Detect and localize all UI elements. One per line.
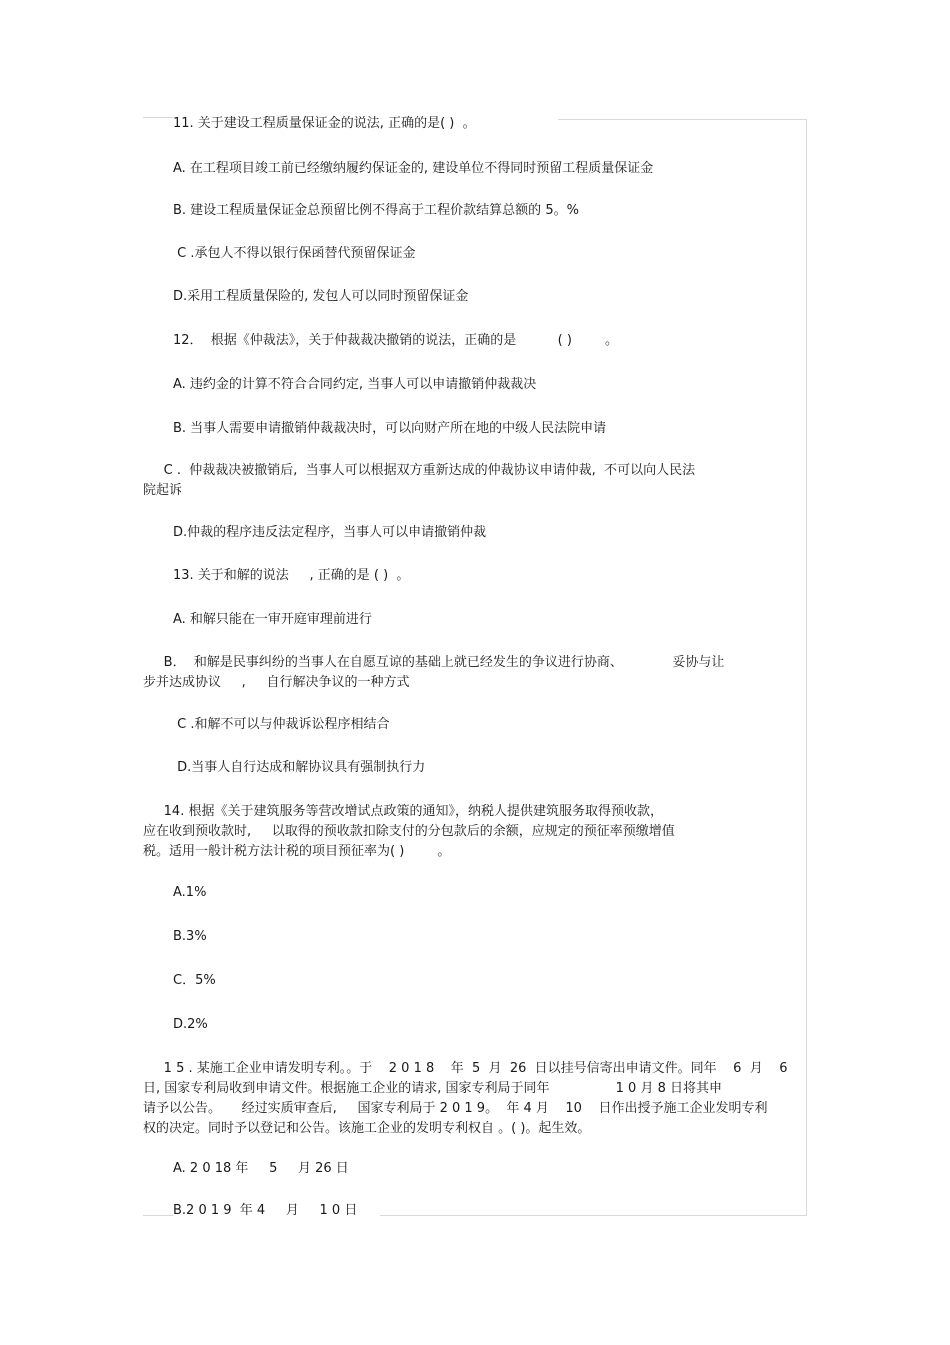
question-13-stem: 13. 关于和解的说法 , 正确的是 ( ) 。	[173, 568, 410, 583]
question-11-option-d: D.采用工程质量保险的, 发包人可以同时预留保证金	[173, 289, 469, 304]
question-13-option-b-line-2: 步并达成协议 , 自行解决争议的一种方式	[143, 675, 410, 690]
question-13-option-d: D.当事人自行达成和解协议具有强制执行力	[173, 760, 426, 775]
frame-bottom-right-line	[380, 1215, 807, 1216]
question-14-option-d: D.2%	[173, 1017, 208, 1032]
frame-top-right-line	[558, 119, 807, 120]
question-11-option-c: C .承包人不得以银行保函替代预留保证金	[173, 246, 416, 261]
question-13-option-a: A. 和解只能在一审开庭审理前进行	[173, 612, 372, 627]
question-15-option-b: B.2 0 1 9 年 4 月 1 0 日	[173, 1203, 358, 1218]
question-15-stem-line-4: 权的决定。同时予以登记和公告。该施工企业的发明专利权自 。( )。起生效。	[143, 1121, 591, 1136]
question-11-option-b: B. 建设工程质量保证金总预留比例不得高于工程价款结算总额的 5。%	[173, 203, 579, 218]
question-13-option-c: C .和解不可以与仲裁诉讼程序相结合	[173, 717, 390, 732]
question-12-option-a: A. 违约金的计算不符合合同约定, 当事人可以申请撤销仲裁裁决	[173, 377, 537, 392]
question-14-stem-line-1: 14. 根据《关于建筑服务等营改增试点政策的通知》，纳税人提供建筑服务取得预收款，	[143, 804, 663, 819]
question-15-stem-line-2: 日, 国家专利局收到申请文件。根据施工企业的请求, 国家专利局于同年 1 0 月 8 日将其申	[143, 1081, 722, 1096]
question-11-option-a: A. 在工程项目竣工前已经缴纳履约保证金的, 建设单位不得同时预留工程质量保证金	[173, 161, 654, 176]
question-12-option-c-line-2: 院起诉	[143, 483, 183, 498]
frame-right-line	[806, 119, 807, 1216]
frame-top-left-line	[143, 117, 173, 118]
frame-bottom-left-line	[143, 1215, 173, 1216]
question-15-option-a: A. 2 0 18 年 5 月 26 日	[173, 1161, 349, 1176]
question-12-option-d: D.仲裁的程序违反法定程序，当事人可以申请撤销仲裁	[173, 525, 487, 540]
question-15-stem-line-3: 请予以公告。 经过实质审查后, 国家专利局于 2 0 1 9。 年 4 月 10 日作出授予施工企业发明专利	[143, 1101, 768, 1116]
question-14-stem-line-2: 应在收到预收款时, 以取得的预收款扣除支付的分包款后的余额，应规定的预征率预缴增值	[143, 824, 675, 839]
question-14-stem-line-3: 税。适用一般计税方法计税的项目预征率为( ) 。	[143, 844, 451, 859]
question-14-option-c: C．5%	[173, 973, 216, 988]
question-13-option-b-line-1: B． 和解是民事纠纷的当事人在自愿互谅的基础上就已经发生的争议进行协商、 妥协与让	[143, 655, 725, 670]
question-14-option-a: A.1%	[173, 885, 207, 900]
question-12-option-b: B. 当事人需要申请撤销仲裁裁决时，可以向财产所在地的中级人民法院申请	[173, 421, 607, 436]
question-12-option-c-line-1: C . 仲裁裁决被撤销后, 当事人可以根据双方重新达成的仲裁协议申请仲裁, 不可以向人民法	[143, 463, 696, 478]
question-15-stem-line-1: 1 5 . 某施工企业申请发明专利。。于 2 0 1 8 年 5 月 26 日以挂号信寄出申请文件。同年 6 月 6	[143, 1061, 788, 1076]
question-11-stem: 11. 关于建设工程质量保证金的说法, 正确的是( ) 。	[173, 116, 476, 131]
question-14-option-b: B.3%	[173, 929, 207, 944]
question-12-stem: 12． 根据《仲裁法》，关于仲裁裁决撤销的说法，正确的是 ( ) 。	[173, 333, 618, 348]
